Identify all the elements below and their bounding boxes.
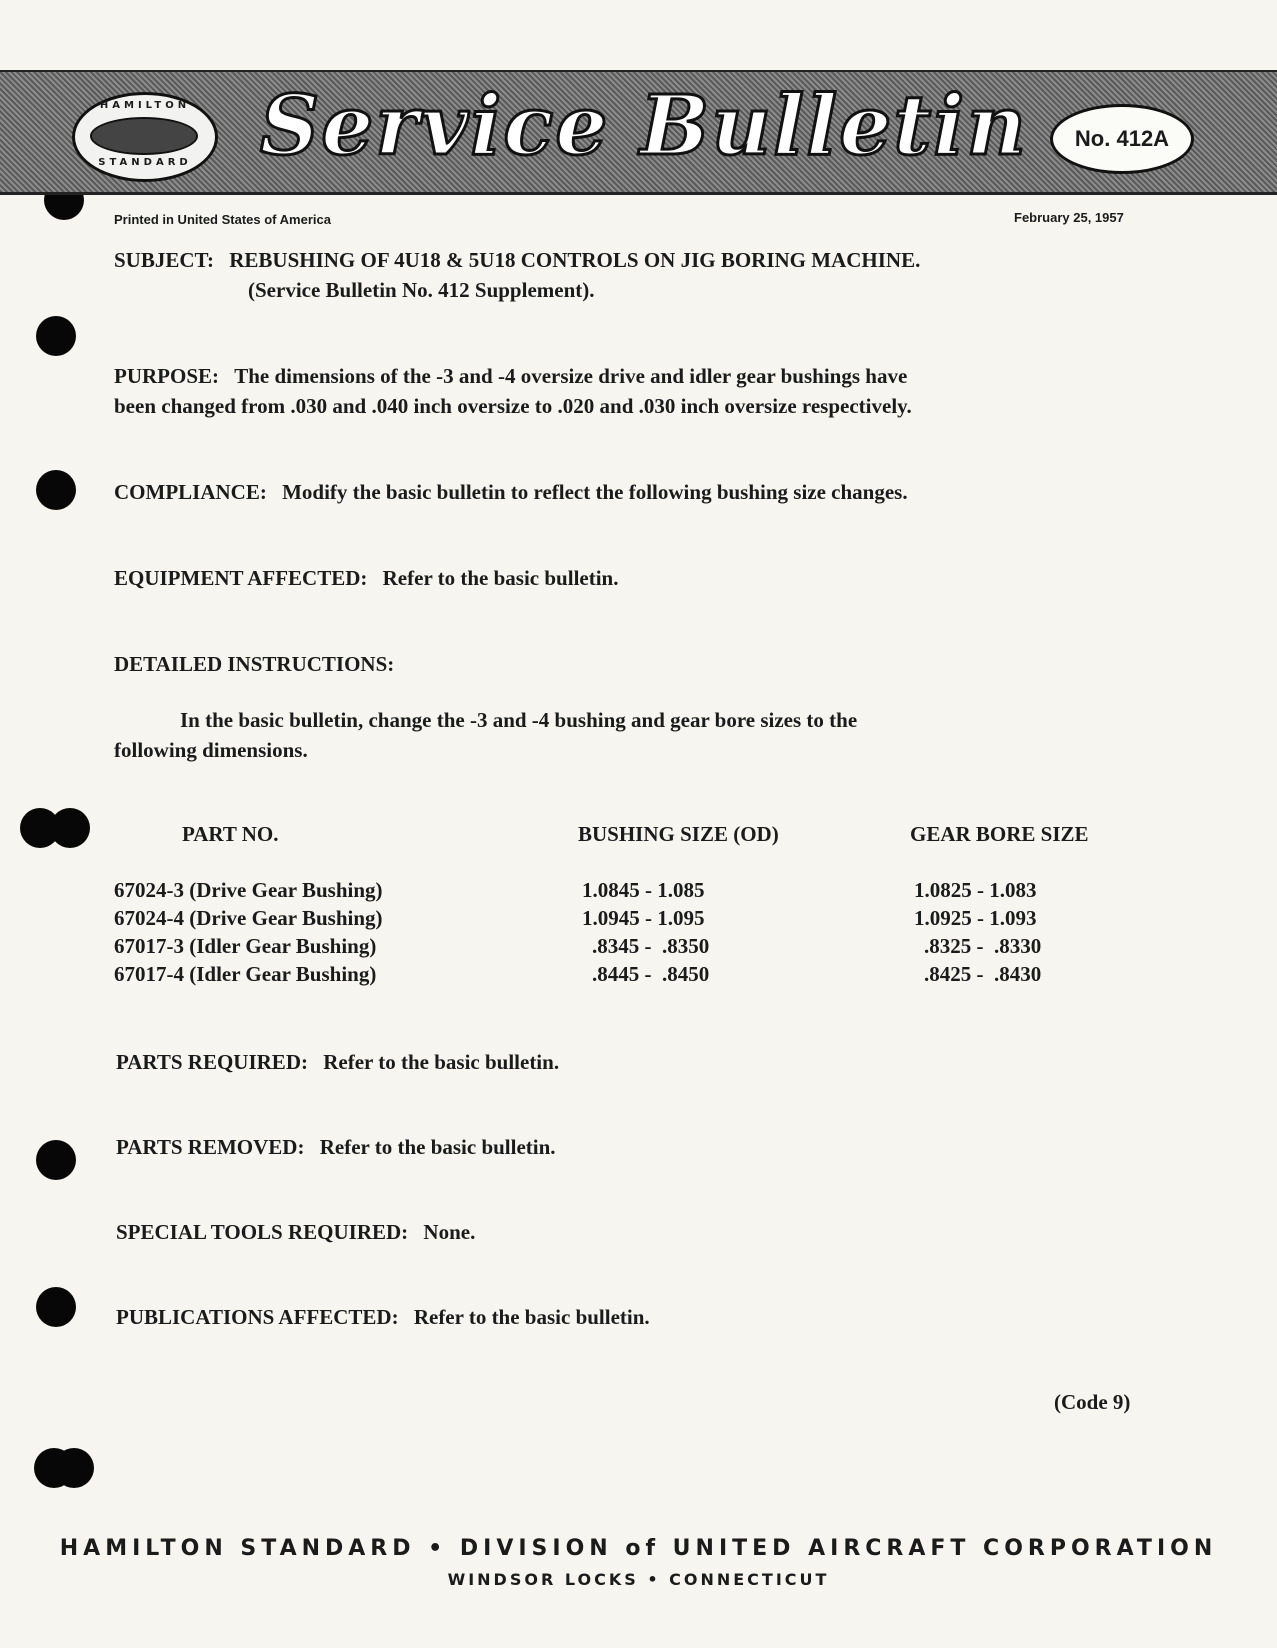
purpose-line-2: been changed from .030 and .040 inch oversize to .020 and .030 inch oversize respectively. <box>114 394 912 418</box>
publications-line <box>116 1305 650 1330</box>
bushing-size: 1.0945 - 1.095 <box>582 906 705 930</box>
part-number: 67017-3 (Idler Gear Bushing) <box>114 934 377 958</box>
seal-text-top: HAMILTON <box>99 100 191 111</box>
bushing-size: 1.0845 - 1.085 <box>582 878 705 902</box>
subject-text: REBUSHING OF 4U18 & 5U18 CONTROLS ON JIG BORING MACHINE. <box>229 248 921 272</box>
compliance-label: COMPLIANCE: <box>114 480 267 504</box>
subject-label: SUBJECT: <box>114 248 214 272</box>
punch-hole <box>36 1140 76 1180</box>
publications-text: Refer to the basic bulletin. <box>413 1305 650 1329</box>
compliance-text: Modify the basic bulletin to reflect the following bushing size changes. <box>282 480 908 504</box>
footer-location: WINDSOR LOCKS • CONNECTICUT <box>447 1570 830 1589</box>
table-header-gear-bore: GEAR BORE SIZE <box>910 822 1089 846</box>
table-row <box>0 878 1277 906</box>
code-number: (Code 9) <box>1054 1390 1131 1414</box>
detailed-label: DETAILED INSTRUCTIONS: <box>114 652 395 676</box>
printed-in: Printed in United States of America <box>114 212 331 227</box>
punch-hole <box>36 316 76 356</box>
footer-company: HAMILTON STANDARD • DIVISION of UNITED AIRCRAFT CORPORATION <box>59 1536 1218 1561</box>
table-header-part: PART NO. <box>182 822 279 846</box>
bushing-size: .8345 - .8350 <box>592 934 710 958</box>
gear-bore-size: .8425 - .8430 <box>924 962 1042 986</box>
bushing-size: .8445 - .8450 <box>592 962 710 986</box>
purpose-text: The dimensions of the -3 and -4 oversize drive and idler gear bushings have <box>234 364 908 388</box>
part-number: 67024-4 (Drive Gear Bushing) <box>114 906 383 930</box>
parts-required-text: Refer to the basic bulletin. <box>323 1050 560 1074</box>
special-tools-label: SPECIAL TOOLS REQUIRED: <box>116 1220 409 1244</box>
table-row <box>0 934 1277 962</box>
purpose-line-1 <box>114 364 907 389</box>
equipment-text: Refer to the basic bulletin. <box>382 566 619 590</box>
publications-label: PUBLICATIONS AFFECTED: <box>116 1305 399 1329</box>
bulletin-title: Service Bulletin <box>260 78 1029 174</box>
table-row <box>0 906 1277 934</box>
parts-removed-line <box>116 1135 556 1160</box>
parts-required-line <box>116 1050 559 1075</box>
punch-hole <box>36 1287 76 1327</box>
equipment-label: EQUIPMENT AFFECTED: <box>114 566 368 590</box>
parts-required-label: PARTS REQUIRED: <box>116 1050 308 1074</box>
gear-bore-size: 1.0825 - 1.083 <box>914 878 1037 902</box>
part-number: 67017-4 (Idler Gear Bushing) <box>114 962 377 986</box>
seal-text-bottom: STANDARD <box>98 157 192 168</box>
detailed-line-1: In the basic bulletin, change the -3 and -4 bushing and gear bore sizes to the <box>180 708 858 732</box>
special-tools-text: None. <box>423 1220 476 1244</box>
table-row <box>0 962 1277 990</box>
gear-bore-size: .8325 - .8330 <box>924 934 1042 958</box>
compliance-line <box>114 480 908 505</box>
subject-line-2: (Service Bulletin No. 412 Supplement). <box>248 278 595 302</box>
punch-hole <box>36 470 76 510</box>
purpose-label: PURPOSE: <box>114 364 219 388</box>
parts-removed-label: PARTS REMOVED: <box>116 1135 305 1159</box>
gear-bore-size: 1.0925 - 1.093 <box>914 906 1037 930</box>
subject-line-1 <box>114 248 920 273</box>
punch-hole <box>54 1448 94 1488</box>
part-number: 67024-3 (Drive Gear Bushing) <box>114 878 383 902</box>
punch-hole <box>50 808 90 848</box>
propeller-emblem-icon <box>90 117 198 155</box>
hamilton-standard-seal <box>72 92 218 182</box>
table-header-bushing: BUSHING SIZE (OD) <box>578 822 779 846</box>
bulletin-number: No. 412A <box>1050 104 1194 174</box>
detailed-line-2: following dimensions. <box>114 738 308 762</box>
bulletin-date: February 25, 1957 <box>1014 210 1124 225</box>
parts-removed-text: Refer to the basic bulletin. <box>319 1135 556 1159</box>
special-tools-line <box>116 1220 475 1245</box>
equipment-line <box>114 566 618 591</box>
